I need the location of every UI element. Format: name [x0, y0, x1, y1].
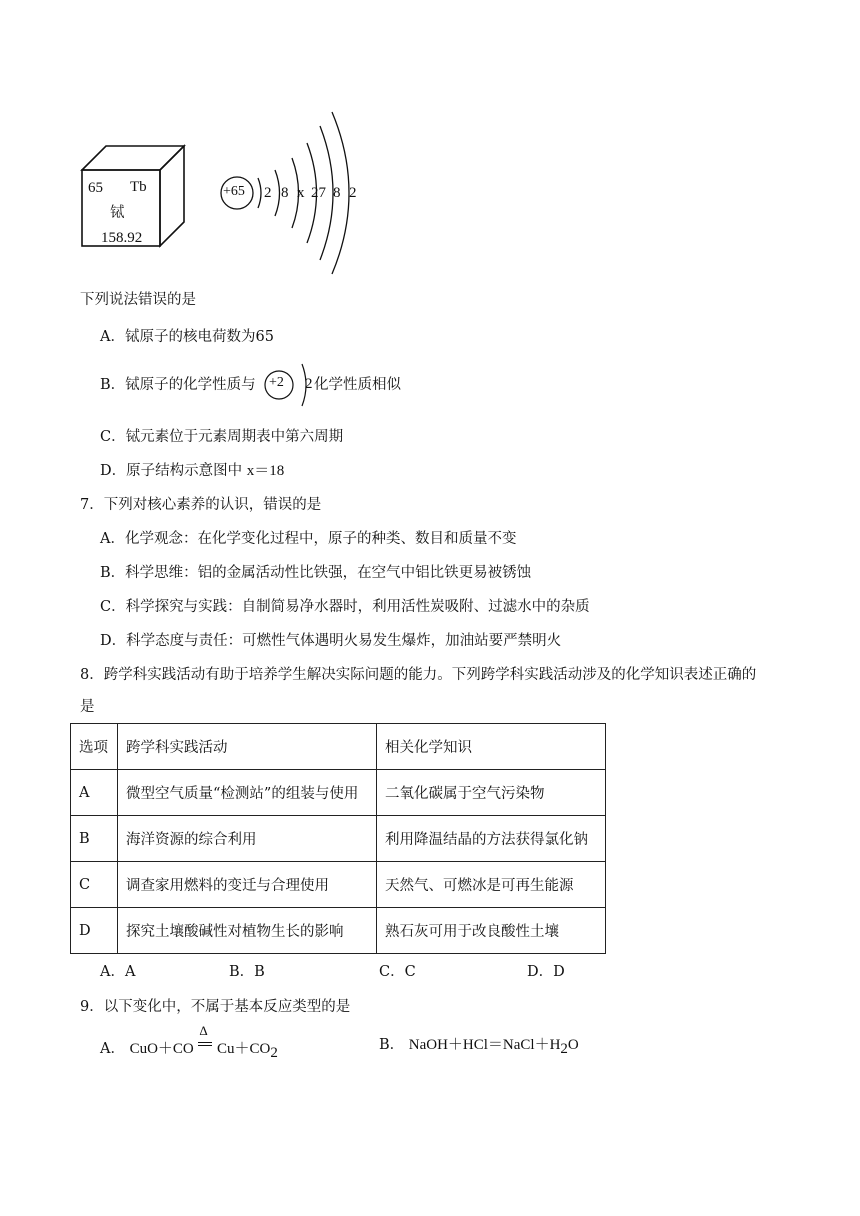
table-cell: 熟石灰可用于改良酸性土壤 — [377, 908, 606, 954]
q6-option-b-prefix: B．铽原子的化学性质与 — [100, 377, 256, 393]
q8-table — [70, 723, 606, 954]
table-cell: 调查家用燃料的变迁与合理使用 — [118, 862, 377, 908]
q7-option-a: A．化学观念：在化学变化过程中，原子的种类、数目和质量不变 — [100, 531, 517, 547]
table-header-row — [71, 724, 606, 770]
helium-nucleus-charge: +2 — [269, 375, 284, 390]
q8-choice-c: C．C — [379, 964, 416, 980]
q9-option-a-rhs: Cu＋CO — [217, 1041, 271, 1057]
table-cell: B — [71, 816, 118, 862]
q9-option-a-lhs: CuO＋CO — [129, 1041, 194, 1057]
q7-option-c: C．科学探究与实践：自制简易净水器时，利用活性炭吸附、过滤水中的杂质 — [100, 599, 590, 615]
q9-option-b — [379, 1035, 579, 1059]
q6-stem: 下列说法错误的是 — [80, 292, 196, 308]
q9-stem: 9．以下变化中，不属于基本反应类型的是 — [80, 999, 351, 1015]
atomic-mass: 158.92 — [101, 230, 143, 246]
q8-stem-line1: 8．跨学科实践活动有助于培养学生解决实际问题的能力。下列跨学科实践活动涉及的化学知识表述正确的 — [80, 667, 757, 683]
heat-condition: Δ — [199, 1023, 208, 1038]
table-cell: 海洋资源的综合利用 — [118, 816, 377, 862]
header-cell-activity: 跨学科实践活动 — [118, 724, 377, 770]
q6-option-d-math: x＝18 — [246, 463, 285, 479]
table-cell: 探究土壤酸碱性对植物生长的影响 — [118, 908, 377, 954]
table-cell: 二氧化碳属于空气污染物 — [377, 770, 606, 816]
q9-option-b-equation-end: O — [567, 1037, 579, 1053]
q9-option-b-subscript: 2 — [560, 1040, 568, 1057]
table-cell: 微型空气质量“检测站”的组装与使用 — [118, 770, 377, 816]
shell-6: 2 — [349, 185, 357, 201]
q7-stem: 7．下列对核心素养的认识，错误的是 — [80, 497, 322, 513]
table-cell: D — [71, 908, 118, 954]
atomic-number: 65 — [88, 180, 103, 196]
q6-option-d-prefix: D．原子结构示意图中 — [100, 463, 243, 479]
helium-shell: 2 — [305, 376, 313, 392]
q9-option-a-subscript: 2 — [270, 1044, 278, 1061]
q8-choice-b: B．B — [229, 964, 265, 980]
q7-option-b: B．科学思维：铝的金属活动性比铁强，在空气中铝比铁更易被锈蚀 — [100, 565, 532, 581]
shell-5: 8 — [333, 185, 341, 201]
shell-2: 8 — [281, 185, 289, 201]
q6-option-d — [100, 461, 284, 481]
q9-option-a — [100, 1023, 278, 1063]
table-cell: A — [71, 770, 118, 816]
table-cell: 利用降温结晶的方法获得氯化钠 — [377, 816, 606, 862]
element-name: 铽 — [110, 205, 125, 221]
q6-option-c: C．铽元素位于元素周期表中第六周期 — [100, 429, 344, 445]
q7-option-d: D．科学态度与责任：可燃性气体遇明火易发生爆炸，加油站要严禁明火 — [100, 633, 562, 649]
q6-option-a: A．铽原子的核电荷数为65 — [100, 329, 274, 345]
table-row — [71, 770, 606, 816]
shell-4: 27 — [311, 185, 326, 201]
header-cell-option: 选项 — [71, 724, 118, 770]
table-row — [71, 908, 606, 954]
q9-option-a-label: A． — [100, 1041, 125, 1057]
q8-stem-line2: 是 — [80, 699, 95, 715]
table-row — [71, 862, 606, 908]
element-symbol: Tb — [130, 179, 147, 195]
table-cell: 天然气、可燃冰是可再生能源 — [377, 862, 606, 908]
q6-option-b-suffix: 化学性质相似 — [314, 377, 401, 393]
table-row — [71, 816, 606, 862]
shell-3: x — [297, 185, 305, 201]
nucleus-charge: +65 — [223, 184, 245, 199]
q9-option-b-equation: NaOH＋HCl＝NaCl＋H — [408, 1037, 561, 1053]
q9-option-b-label: B． — [379, 1037, 405, 1053]
table-cell: C — [71, 862, 118, 908]
q8-choice-d: D．D — [527, 964, 565, 980]
q6-option-b — [100, 375, 256, 395]
q8-choice-a: A．A — [100, 964, 136, 980]
header-cell-knowledge: 相关化学知识 — [377, 724, 606, 770]
shell-1: 2 — [264, 185, 272, 201]
